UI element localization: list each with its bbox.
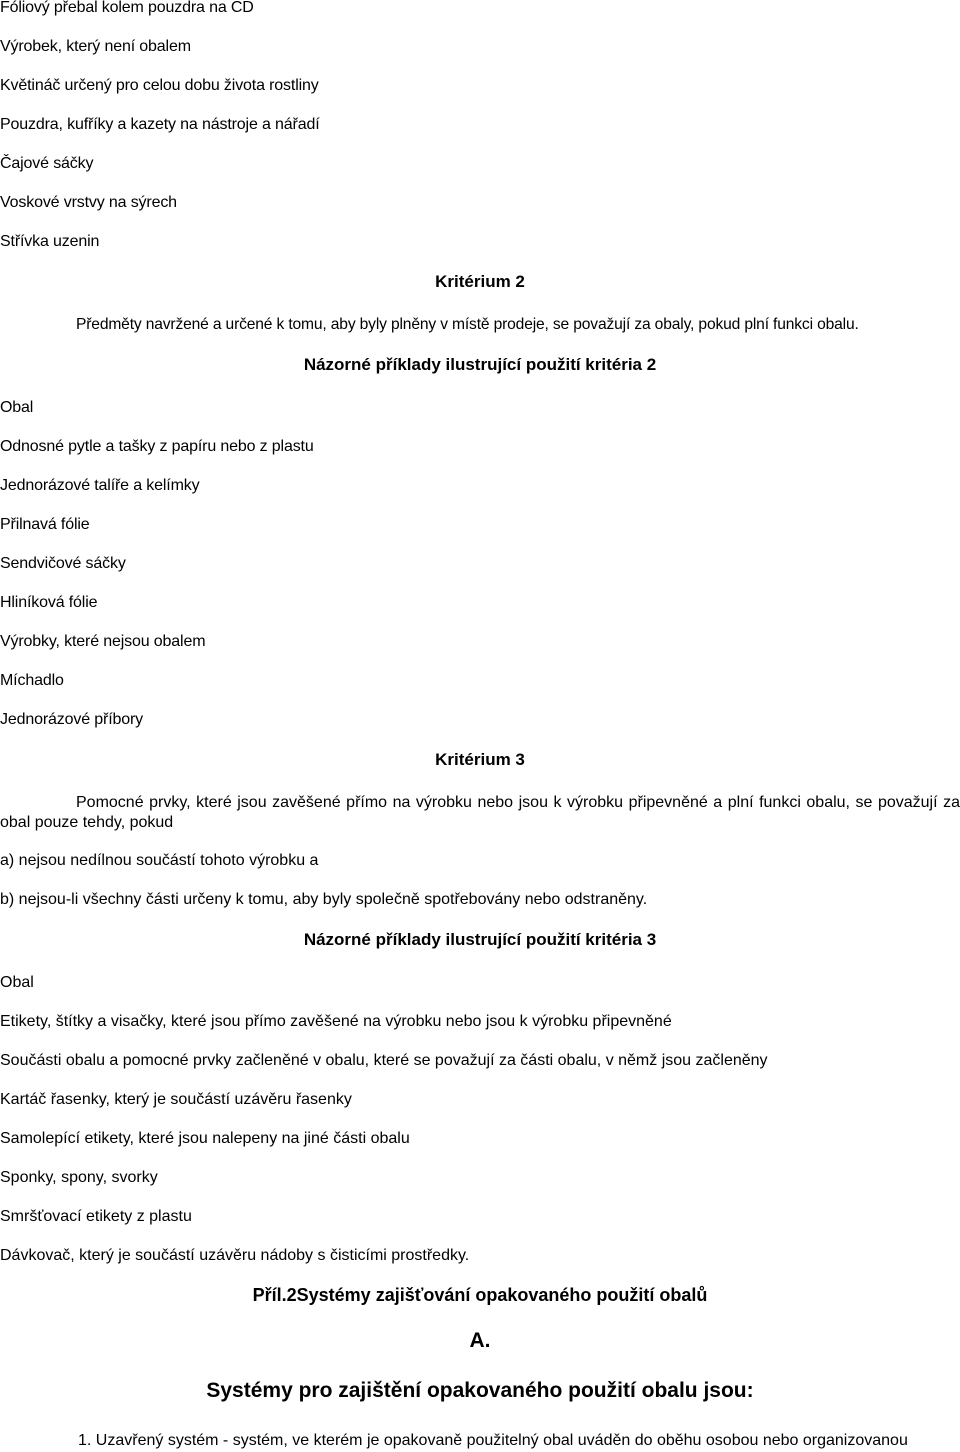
list-item: Sendvičové sáčky <box>0 555 126 572</box>
list-item: Odnosné pytle a tašky z papíru nebo z plastu <box>0 438 314 455</box>
list-item: Výrobek, který není obalem <box>0 38 191 55</box>
list-item: Sponky, spony, svorky <box>0 1169 158 1186</box>
list-item: Hliníková fólie <box>0 594 98 611</box>
list-item: Součásti obalu a pomocné prvky začleněné v obalu, které se považují za části obalu, v němž jsou začleněny <box>0 1052 768 1069</box>
list-item: Pouzdra, kufříky a kazety na nástroje a nářadí <box>0 116 320 133</box>
annex-title: Příl.2Systémy zajišťování opakovaného použití obalů <box>252 1285 708 1305</box>
annex-section: A. <box>469 1329 491 1352</box>
non-obal-label: Výrobky, které nejsou obalem <box>0 633 206 650</box>
obal-label: Obal <box>0 399 34 416</box>
condition-a: a) nejsou nedílnou součástí tohoto výrobku a <box>0 852 319 869</box>
list-item: Voskové vrstvy na sýrech <box>0 194 177 211</box>
criterion-2-examples-heading-text: Názorné příklady ilustrující použití kritéria 2 <box>303 355 657 374</box>
obal-label: Obal <box>0 974 34 991</box>
list-item: Smršťovací etikety z plastu <box>0 1208 192 1225</box>
list-item: Míchadlo <box>0 672 64 689</box>
criterion-3-examples-heading-text: Názorné příklady ilustrující použití kritéria 3 <box>303 930 657 949</box>
list-item: Samolepící etikety, které jsou nalepeny na jiné části obalu <box>0 1130 410 1147</box>
list-item: Květináč určený pro celou dobu života rostliny <box>0 77 319 94</box>
criterion-2-examples-heading <box>0 354 960 376</box>
list-item: Střívka uzenin <box>0 233 100 250</box>
list-item: Etikety, štítky a visačky, které jsou přímo zavěšené na výrobku nebo jsou k výrobku připevněné <box>0 1013 672 1030</box>
list-item: Fóliový přebal kolem pouzdra na CD <box>0 0 254 16</box>
list-item: Čajové sáčky <box>0 155 94 172</box>
criterion-2-text: Předměty navržené a určené k tomu, aby byly plněny v místě prodeje, se považují za obaly, pokud plní funkci obalu. <box>76 316 859 333</box>
criterion-3-heading: Kritérium 3 <box>435 750 525 769</box>
list-item: Dávkovač, který je součástí uzávěru nádoby s čisticími prostředky. <box>0 1247 470 1264</box>
annex-item-1: 1. Uzavřený systém - systém, ve kterém je opakovaně použitelný obal uváděn do oběhu osobou nebo organizovanou <box>78 1432 908 1449</box>
list-item: Jednorázové příbory <box>0 711 144 728</box>
criterion-2-heading: Kritérium 2 <box>435 272 525 291</box>
list-item: Přilnavá fólie <box>0 516 90 533</box>
list-item: Kartáč řasenky, který je součástí uzávěru řasenky <box>0 1091 352 1108</box>
criterion-3-examples-heading <box>0 929 960 951</box>
list-item: Jednorázové talíře a kelímky <box>0 477 200 494</box>
annex-subtitle: Systémy pro zajištění opakovaného použití obalu jsou: <box>206 1379 754 1402</box>
criterion-3-text: Pomocné prvky, které jsou zavěšené přímo na výrobku nebo jsou k výrobku připevněné a plní funkci obalu, se považují za obal pouze tehdy, pokud <box>0 794 960 831</box>
condition-b: b) nejsou-li všechny části určeny k tomu, aby byly společně spotřebovány nebo odstraněny. <box>0 891 648 908</box>
